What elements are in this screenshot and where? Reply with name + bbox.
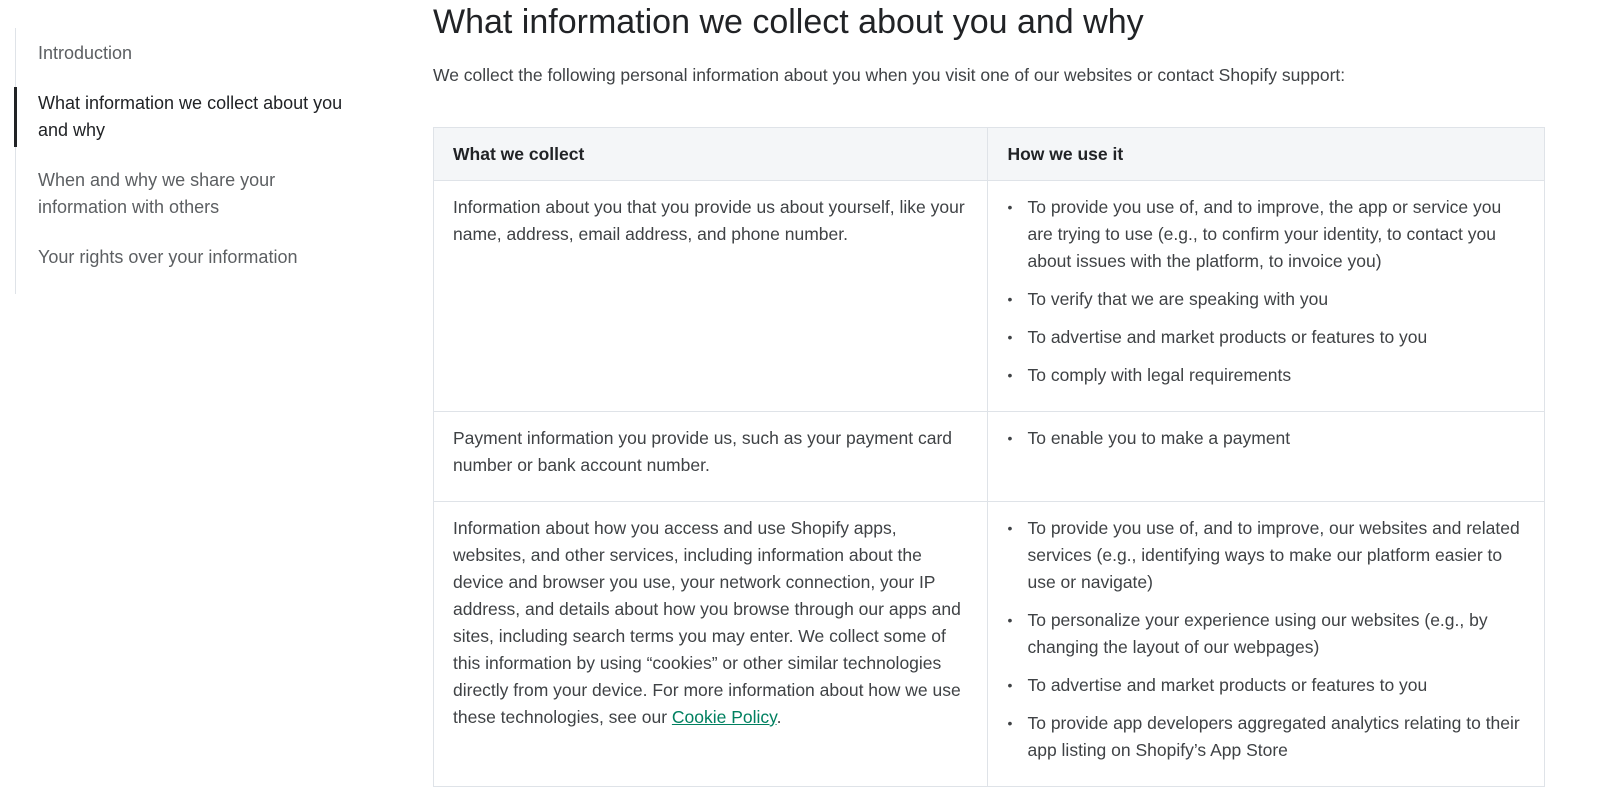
- list-item: • To personalize your experience using our websites (e.g., by changing the layout of our webpages): [1007, 607, 1525, 661]
- sidebar-item-what-we-collect[interactable]: What information we collect about you and why: [16, 90, 345, 144]
- use-cell: [988, 502, 1545, 787]
- list-item: • To provide app developers aggregated analytics relating to their app listing on Shopify’s App Store: [1007, 710, 1525, 764]
- collect-cell: Payment information you provide us, such as your payment card number or bank account number.: [434, 412, 988, 502]
- list-item: • To provide you use of, and to improve, our websites and related services (e.g., identifying ways to make our platform easier to use or navigate): [1007, 515, 1525, 596]
- list-item: • To advertise and market products or features to you: [1007, 672, 1525, 699]
- table-header-row: [434, 128, 1545, 181]
- main-content: [433, 0, 1553, 760]
- table-row: [434, 502, 1545, 787]
- sidebar-item-when-we-share[interactable]: When and why we share your information with others: [38, 170, 276, 217]
- list-item: • To verify that we are speaking with you: [1007, 286, 1525, 313]
- sidebar-item-introduction[interactable]: Introduction: [38, 43, 133, 63]
- list-item: • To enable you to make a payment: [1007, 425, 1525, 452]
- intro-paragraph: We collect the following personal information about you when you visit one of our websites or contact Shopify support:: [433, 65, 1346, 85]
- list-item: • To provide you use of, and to improve, the app or service you are trying to use (e.g., to confirm your identity, to contact you about issues with the platform, to invoice you): [1007, 194, 1525, 275]
- use-list: [1007, 425, 1525, 452]
- information-table: [433, 127, 1545, 787]
- table-row: [434, 412, 1545, 502]
- header-how-we-use-it: How we use it: [988, 128, 1545, 181]
- use-list: [1007, 194, 1525, 389]
- table-row: [434, 181, 1545, 412]
- list-item: • To advertise and market products or features to you: [1007, 324, 1525, 351]
- list-item: • To comply with legal requirements: [1007, 362, 1525, 389]
- collect-cell: Information about you that you provide us about yourself, like your name, address, email address, and phone number.: [434, 181, 988, 412]
- collect-text-end: .: [776, 707, 782, 727]
- use-cell: [988, 181, 1545, 412]
- cookie-policy-link[interactable]: Cookie Policy: [671, 707, 777, 727]
- page-title: What information we collect about you and why: [433, 3, 1144, 41]
- header-what-we-collect: What we collect: [434, 128, 988, 181]
- sidebar-item-your-rights[interactable]: Your rights over your information: [38, 247, 298, 267]
- collect-text: Information about how you access and use Shopify apps, websites, and other services, including information about the device and browser you use, your network connection, your IP address, and details about how you browse through our apps and sites, including search terms you may enter. We collect some of this information by using “cookies” or other similar technologies directly from your device. For more information about how we use these technologies, see our: [453, 518, 961, 727]
- use-list: [1007, 515, 1525, 764]
- use-cell: [988, 412, 1545, 502]
- collect-cell: [434, 502, 988, 787]
- sidebar-nav: [15, 28, 345, 294]
